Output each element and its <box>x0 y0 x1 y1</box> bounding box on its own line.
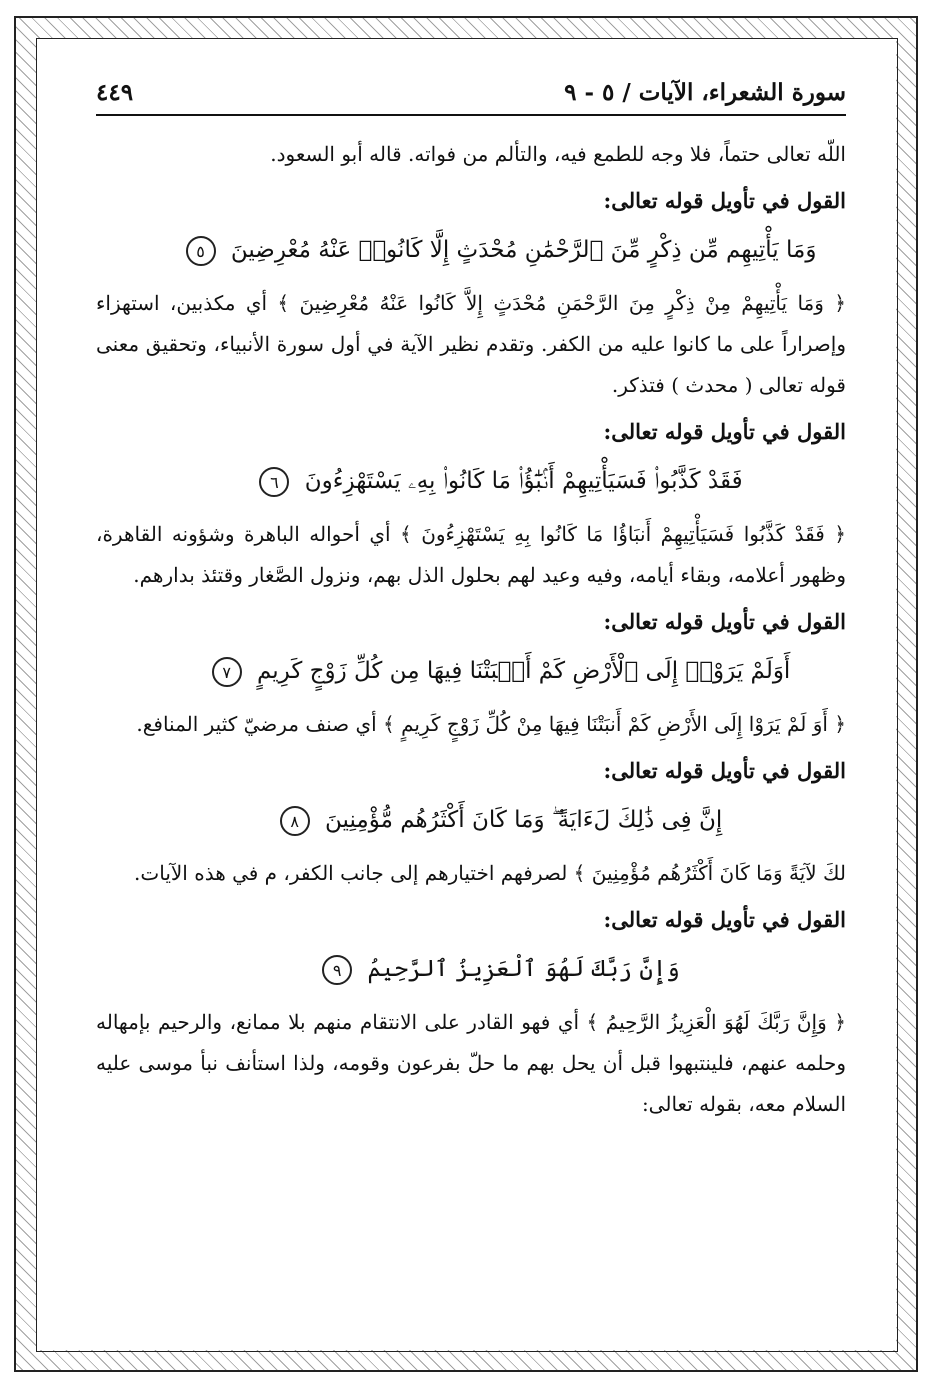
quran-verse <box>96 646 846 696</box>
header-title: سورة الشعراء، الآيات / ٥ - ٩ <box>564 78 846 106</box>
section-heading: القول في تأويل قوله تعالى: <box>603 758 846 783</box>
running-header <box>96 70 846 116</box>
section-heading: القول في تأويل قوله تعالى: <box>603 419 846 444</box>
ayah-number-marker: ٧ <box>212 657 242 687</box>
paragraph: ﴿ أَوَ لَمْ يَرَوْا إِلَى الأَرْضِ كَمْ أَنبَتْنَا فِيهَا مِنْ كُلِّ زَوْجٍ كَرِيمٍ ﴾ أي صنف مرضيّ كثير المنافع. <box>136 712 846 736</box>
page-number: ٤٤٩ <box>96 78 134 106</box>
verse-text: إِنَّ فِى ذَٰلِكَ لَءَايَةً ۖ وَمَا كَانَ أَكْثَرُهُم مُّؤْمِنِينَ <box>325 807 723 833</box>
verse-text: وَمَا يَأْتِيهِم مِّن ذِكْرٍ مِّنَ ٱلرَّحْمَٰنِ مُحْدَثٍ إِلَّا كَانُوا۟ عَنْهُ مُعْرِضِينَ <box>230 237 817 263</box>
quran-verse <box>96 795 846 845</box>
section-heading: القول في تأويل قوله تعالى: <box>603 907 846 932</box>
quran-verse <box>96 225 846 275</box>
paragraph: ﴿ فَقَدْ كَذَّبُوا فَسَيَأْتِيهِمْ أَنبَاؤُا مَا كَانُوا بِهِ يَسْتَهْزِءُونَ ﴾ أي أحواله الباهرة وشؤونه القاهرة، وظهور أعلامه، وبقاء أيامه، وفيه وعيد لهم بحلول الذل بهم، ونزول الصَّغار وقتئذ بدارهم. <box>96 522 846 587</box>
paragraph: لكَ لآيَةً وَمَا كَانَ أَكْثَرُهُم مُؤْمِنِينَ ﴾ لصرفهم اختيارهم إلى جانب الكفر، م في هذه الآيات. <box>134 861 846 885</box>
verse-text: فَقَدْ كَذَّبُوا۟ فَسَيَأْتِيهِمْ أَنۢبَٰٓؤُا۟ مَا كَانُوا۟ بِهِۦ يَسْتَهْزِءُونَ <box>304 468 743 494</box>
verse-text: وَإِنَّ رَبَّكَ لَهُوَ ٱلْعَزِيزُ ٱلرَّحِيمُ <box>367 956 680 982</box>
ayah-number-marker: ٩ <box>322 955 352 985</box>
ayah-number-marker: ٥ <box>186 236 216 266</box>
section-heading: القول في تأويل قوله تعالى: <box>603 609 846 634</box>
verse-text: أَوَلَمْ يَرَوْا۟ إِلَى ٱلْأَرْضِ كَمْ أَنۢبَتْنَا فِيهَا مِن كُلِّ زَوْجٍ كَرِيمٍ <box>256 658 791 684</box>
paragraph: ﴿ وَمَا يَأْتِيهِمْ مِنْ ذِكْرٍ مِنَ الرَّحْمَنِ مُحْدَثٍ إِلاَّ كَانُوا عَنْهُ مُعْرِضِينَ ﴾ أي مكذبين، استهزاء وإصراراً على ما كانوا عليه من الكفر. وتقدم نظير الآية في أول سورة الأنبياء، وتحقيق معنى قوله تعالى ( محدث ) فتذكر. <box>96 291 846 397</box>
quran-verse <box>96 944 846 994</box>
ayah-number-marker: ٦ <box>259 467 289 497</box>
page-content <box>96 70 846 1125</box>
paragraph: اللّه تعالى حتماً، فلا وجه للطمع فيه، والتألم من فواته. قاله أبو السعود. <box>270 142 846 166</box>
paragraph: ﴿ وَإِنَّ رَبَّكَ لَهُوَ الْعَزِيزُ الرَّحِيمُ ﴾ أي فهو القادر على الانتقام منهم بلا ممانع، والرحيم بإمهاله وحلمه عنهم، فلينتبهوا قبل أن يحل بهم ما حلّ بفرعون وقومه، ولذا استأنف نبأ موسى عليه السلام معه، بقوله تعالى: <box>96 1010 846 1116</box>
section-heading: القول في تأويل قوله تعالى: <box>603 188 846 213</box>
quran-verse <box>96 456 846 506</box>
ayah-number-marker: ٨ <box>280 806 310 836</box>
